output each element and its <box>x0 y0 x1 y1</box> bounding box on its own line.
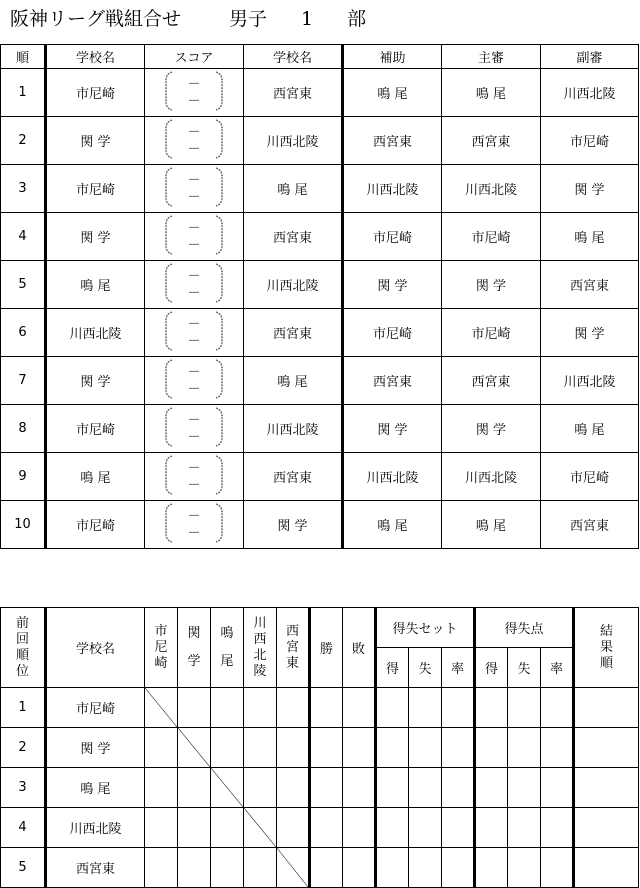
score-bracket <box>162 214 226 256</box>
header-sets-ratio: 率 <box>442 648 475 688</box>
team-a: 市尼崎 <box>46 69 145 117</box>
header-score: スコア <box>145 45 244 69</box>
title-division-suffix: 部 <box>347 8 367 30</box>
opp-char: 尾 <box>220 653 234 669</box>
referee-team: 関 学 <box>442 405 541 453</box>
sets-won-cell <box>376 848 409 888</box>
final-rank-cell <box>574 688 639 728</box>
points-lost-cell <box>508 768 541 808</box>
referee-team: 関 学 <box>442 261 541 309</box>
header-school-b: 学校名 <box>244 45 343 69</box>
match-result-cell <box>244 688 277 728</box>
team-a: 市尼崎 <box>46 501 145 549</box>
losses-cell <box>343 848 376 888</box>
opp-char: 西 <box>253 631 267 647</box>
score-dash-top: － <box>187 412 201 428</box>
sets-won-cell <box>376 808 409 848</box>
sets-lost-cell <box>409 688 442 728</box>
referee-team: 鳴 尾 <box>442 501 541 549</box>
score-dash-bottom: － <box>187 381 201 397</box>
match-number: 4 <box>1 213 46 261</box>
prev-rank: 4 <box>1 808 46 848</box>
assistant-referee-team: 西宮東 <box>541 261 639 309</box>
self-match-cell <box>145 688 178 728</box>
losses-cell <box>343 768 376 808</box>
match-result-cell <box>145 848 178 888</box>
aux-team: 西宮東 <box>343 117 442 165</box>
points-lost-cell <box>508 848 541 888</box>
prev-rank: 2 <box>1 728 46 768</box>
score-cell <box>145 261 244 309</box>
match-result-cell <box>244 848 277 888</box>
self-match-cell <box>277 848 310 888</box>
sets-ratio-cell <box>442 688 475 728</box>
score-dash-top: － <box>187 268 201 284</box>
prev-rank: 1 <box>1 688 46 728</box>
diagonal-line <box>211 768 243 807</box>
header-opp-kawanishi <box>244 608 277 688</box>
score-dash-top: － <box>187 364 201 380</box>
score-bracket <box>162 166 226 208</box>
score-cell <box>145 405 244 453</box>
match-result-cell <box>244 728 277 768</box>
header-opp-ichiamagasaki <box>145 608 178 688</box>
referee-team: 市尼崎 <box>442 213 541 261</box>
score-dash-top: － <box>187 460 201 476</box>
team-a: 関 学 <box>46 213 145 261</box>
score-cell <box>145 309 244 357</box>
school-name: 関 学 <box>46 728 145 768</box>
score-bracket <box>162 358 226 400</box>
opp-char: 西 <box>285 623 299 639</box>
assistant-referee-team: 西宮東 <box>541 501 639 549</box>
opp-char: 宮 <box>285 639 299 655</box>
schedule-table <box>0 44 639 549</box>
score-cell <box>145 213 244 261</box>
school-name: 西宮東 <box>46 848 145 888</box>
schedule-row <box>1 501 639 549</box>
header-points-won: 得 <box>475 648 508 688</box>
match-result-cell <box>277 728 310 768</box>
match-result-cell <box>211 808 244 848</box>
match-number: 5 <box>1 261 46 309</box>
prev-rank: 5 <box>1 848 46 888</box>
sets-ratio-cell <box>442 848 475 888</box>
header-sets-won: 得 <box>376 648 409 688</box>
team-b: 川西北陵 <box>244 261 343 309</box>
sets-lost-cell <box>409 808 442 848</box>
score-cell <box>145 165 244 213</box>
wins-cell <box>310 808 343 848</box>
schedule-header-row <box>1 45 639 69</box>
sets-won-cell <box>376 688 409 728</box>
result-char: 果 <box>600 639 614 655</box>
header-opp-naruo <box>211 608 244 688</box>
score-bracket <box>162 502 226 544</box>
header-opp-kangaku <box>178 608 211 688</box>
opp-char: 関 <box>187 625 201 641</box>
score-dash-top: － <box>187 316 201 332</box>
diagonal-line <box>178 728 210 767</box>
team-b: 西宮東 <box>244 453 343 501</box>
header-points-ratio: 率 <box>541 648 574 688</box>
final-rank-cell <box>574 848 639 888</box>
team-b: 川西北陵 <box>244 405 343 453</box>
team-b: 川西北陵 <box>244 117 343 165</box>
team-b: 西宮東 <box>244 213 343 261</box>
header-school-a: 学校名 <box>46 45 145 69</box>
points-lost-cell <box>508 808 541 848</box>
match-result-cell <box>244 768 277 808</box>
school-name: 鳴 尾 <box>46 768 145 808</box>
prev-rank: 3 <box>1 768 46 808</box>
aux-team: 鳴 尾 <box>343 501 442 549</box>
wins-cell <box>310 728 343 768</box>
sets-lost-cell <box>409 768 442 808</box>
points-ratio-cell <box>541 768 574 808</box>
losses-cell <box>343 808 376 848</box>
team-b: 関 学 <box>244 501 343 549</box>
team-b: 鳴 尾 <box>244 165 343 213</box>
assistant-referee-team: 市尼崎 <box>541 117 639 165</box>
match-number: 7 <box>1 357 46 405</box>
match-number: 2 <box>1 117 46 165</box>
header-referee: 主審 <box>442 45 541 69</box>
match-number: 9 <box>1 453 46 501</box>
points-ratio-cell <box>541 728 574 768</box>
schedule-row <box>1 213 639 261</box>
team-a: 川西北陵 <box>46 309 145 357</box>
aux-team: 川西北陵 <box>343 165 442 213</box>
header-assistant: 副審 <box>541 45 639 69</box>
schedule-row <box>1 309 639 357</box>
prev-rank-char: 順 <box>15 647 29 663</box>
header-sets: 得失セット <box>376 608 475 648</box>
schedule-row <box>1 117 639 165</box>
score-dash-bottom: － <box>187 141 201 157</box>
score-cell <box>145 69 244 117</box>
aux-team: 市尼崎 <box>343 309 442 357</box>
score-dash-bottom: － <box>187 285 201 301</box>
self-match-cell <box>211 768 244 808</box>
diagonal-line <box>145 688 177 727</box>
score-dash-top: － <box>187 172 201 188</box>
losses-cell <box>343 688 376 728</box>
points-ratio-cell <box>541 808 574 848</box>
score-bracket <box>162 310 226 352</box>
points-won-cell <box>475 808 508 848</box>
wins-cell <box>310 688 343 728</box>
points-lost-cell <box>508 728 541 768</box>
opp-char: 陵 <box>253 663 267 679</box>
schedule-row <box>1 261 639 309</box>
assistant-referee-team: 川西北陵 <box>541 357 639 405</box>
score-dash-bottom: － <box>187 525 201 541</box>
result-char: 順 <box>600 655 614 671</box>
sets-lost-cell <box>409 728 442 768</box>
team-a: 市尼崎 <box>46 165 145 213</box>
match-result-cell <box>178 848 211 888</box>
school-name: 市尼崎 <box>46 688 145 728</box>
aux-team: 関 学 <box>343 261 442 309</box>
opp-char: 川 <box>253 615 267 631</box>
assistant-referee-team: 関 学 <box>541 309 639 357</box>
score-dash-top: － <box>187 508 201 524</box>
wins-cell <box>310 848 343 888</box>
opp-char: 東 <box>285 655 299 671</box>
final-rank-cell <box>574 768 639 808</box>
losses-cell <box>343 728 376 768</box>
prev-rank-char: 前 <box>15 615 29 631</box>
self-match-cell <box>178 728 211 768</box>
match-result-cell <box>277 808 310 848</box>
aux-team: 市尼崎 <box>343 213 442 261</box>
match-result-cell <box>211 848 244 888</box>
sets-won-cell <box>376 768 409 808</box>
header-points-lost: 失 <box>508 648 541 688</box>
header-prev-rank <box>1 608 46 688</box>
assistant-referee-team: 鳴 尾 <box>541 213 639 261</box>
match-result-cell <box>145 808 178 848</box>
opp-char: 市 <box>154 623 168 639</box>
score-cell <box>145 117 244 165</box>
schedule-row <box>1 357 639 405</box>
standings-row <box>1 808 639 848</box>
match-number: 1 <box>1 69 46 117</box>
score-bracket <box>162 118 226 160</box>
score-bracket <box>162 454 226 496</box>
points-won-cell <box>475 848 508 888</box>
team-a: 関 学 <box>46 117 145 165</box>
points-ratio-cell <box>541 848 574 888</box>
score-cell <box>145 357 244 405</box>
page-title <box>10 4 366 34</box>
opp-char: 学 <box>187 653 201 669</box>
score-cell <box>145 453 244 501</box>
sets-won-cell <box>376 728 409 768</box>
referee-team: 鳴 尾 <box>442 69 541 117</box>
wins-cell <box>310 768 343 808</box>
match-number: 10 <box>1 501 46 549</box>
score-dash-bottom: － <box>187 237 201 253</box>
standings-row <box>1 848 639 888</box>
standings-row <box>1 728 639 768</box>
result-char: 結 <box>600 623 614 639</box>
aux-team: 川西北陵 <box>343 453 442 501</box>
assistant-referee-team: 関 学 <box>541 165 639 213</box>
self-match-cell <box>244 808 277 848</box>
points-won-cell <box>475 688 508 728</box>
points-ratio-cell <box>541 688 574 728</box>
aux-team: 西宮東 <box>343 357 442 405</box>
match-result-cell <box>211 728 244 768</box>
match-result-cell <box>145 728 178 768</box>
header-points: 得失点 <box>475 608 574 648</box>
header-loss: 敗 <box>343 608 376 688</box>
score-bracket <box>162 262 226 304</box>
score-cell <box>145 501 244 549</box>
referee-team: 市尼崎 <box>442 309 541 357</box>
score-dash-bottom: － <box>187 93 201 109</box>
team-a: 市尼崎 <box>46 405 145 453</box>
team-b: 鳴 尾 <box>244 357 343 405</box>
score-dash-top: － <box>187 76 201 92</box>
sets-lost-cell <box>409 848 442 888</box>
prev-rank-char: 回 <box>15 631 29 647</box>
opp-char: 尼 <box>154 639 168 655</box>
opp-char: 崎 <box>154 655 168 671</box>
schedule-row <box>1 69 639 117</box>
score-dash-bottom: － <box>187 429 201 445</box>
header-result <box>574 608 639 688</box>
team-a: 関 学 <box>46 357 145 405</box>
match-result-cell <box>178 688 211 728</box>
score-bracket <box>162 406 226 448</box>
prev-rank-char: 位 <box>15 663 29 679</box>
schedule-row <box>1 165 639 213</box>
team-a: 鳴 尾 <box>46 261 145 309</box>
standings-row <box>1 768 639 808</box>
header-order: 順 <box>1 45 46 69</box>
match-number: 3 <box>1 165 46 213</box>
header-opp-nishinomiya <box>277 608 310 688</box>
opp-char: 鳴 <box>220 625 234 641</box>
match-result-cell <box>145 768 178 808</box>
score-bracket <box>162 70 226 112</box>
team-b: 西宮東 <box>244 309 343 357</box>
points-lost-cell <box>508 688 541 728</box>
sets-ratio-cell <box>442 808 475 848</box>
referee-team: 西宮東 <box>442 357 541 405</box>
final-rank-cell <box>574 808 639 848</box>
match-result-cell <box>178 808 211 848</box>
referee-team: 川西北陵 <box>442 165 541 213</box>
header-school: 学校名 <box>46 608 145 688</box>
points-won-cell <box>475 768 508 808</box>
team-a: 鳴 尾 <box>46 453 145 501</box>
assistant-referee-team: 市尼崎 <box>541 453 639 501</box>
title-main: 阪神リーグ戦組合せ <box>10 8 182 30</box>
aux-team: 関 学 <box>343 405 442 453</box>
match-result-cell <box>178 768 211 808</box>
assistant-referee-team: 川西北陵 <box>541 69 639 117</box>
match-result-cell <box>277 768 310 808</box>
match-number: 6 <box>1 309 46 357</box>
header-win: 勝 <box>310 608 343 688</box>
referee-team: 西宮東 <box>442 117 541 165</box>
schedule-row <box>1 453 639 501</box>
team-b: 西宮東 <box>244 69 343 117</box>
diagonal-line <box>244 808 276 847</box>
score-dash-top: － <box>187 124 201 140</box>
score-dash-bottom: － <box>187 477 201 493</box>
score-dash-bottom: － <box>187 333 201 349</box>
title-division-no: 1 <box>301 8 314 30</box>
match-result-cell <box>211 688 244 728</box>
standings-row <box>1 688 639 728</box>
match-number: 8 <box>1 405 46 453</box>
aux-team: 鳴 尾 <box>343 69 442 117</box>
sets-ratio-cell <box>442 728 475 768</box>
title-gender: 男子 <box>229 8 268 30</box>
schedule-row <box>1 405 639 453</box>
opp-char: 北 <box>253 647 267 663</box>
points-won-cell <box>475 728 508 768</box>
referee-team: 川西北陵 <box>442 453 541 501</box>
score-dash-top: － <box>187 220 201 236</box>
final-rank-cell <box>574 728 639 768</box>
standings-table <box>0 607 639 888</box>
sets-ratio-cell <box>442 768 475 808</box>
school-name: 川西北陵 <box>46 808 145 848</box>
assistant-referee-team: 鳴 尾 <box>541 405 639 453</box>
header-sets-lost: 失 <box>409 648 442 688</box>
match-result-cell <box>277 688 310 728</box>
diagonal-line <box>277 848 308 887</box>
header-aux: 補助 <box>343 45 442 69</box>
score-dash-bottom: － <box>187 189 201 205</box>
